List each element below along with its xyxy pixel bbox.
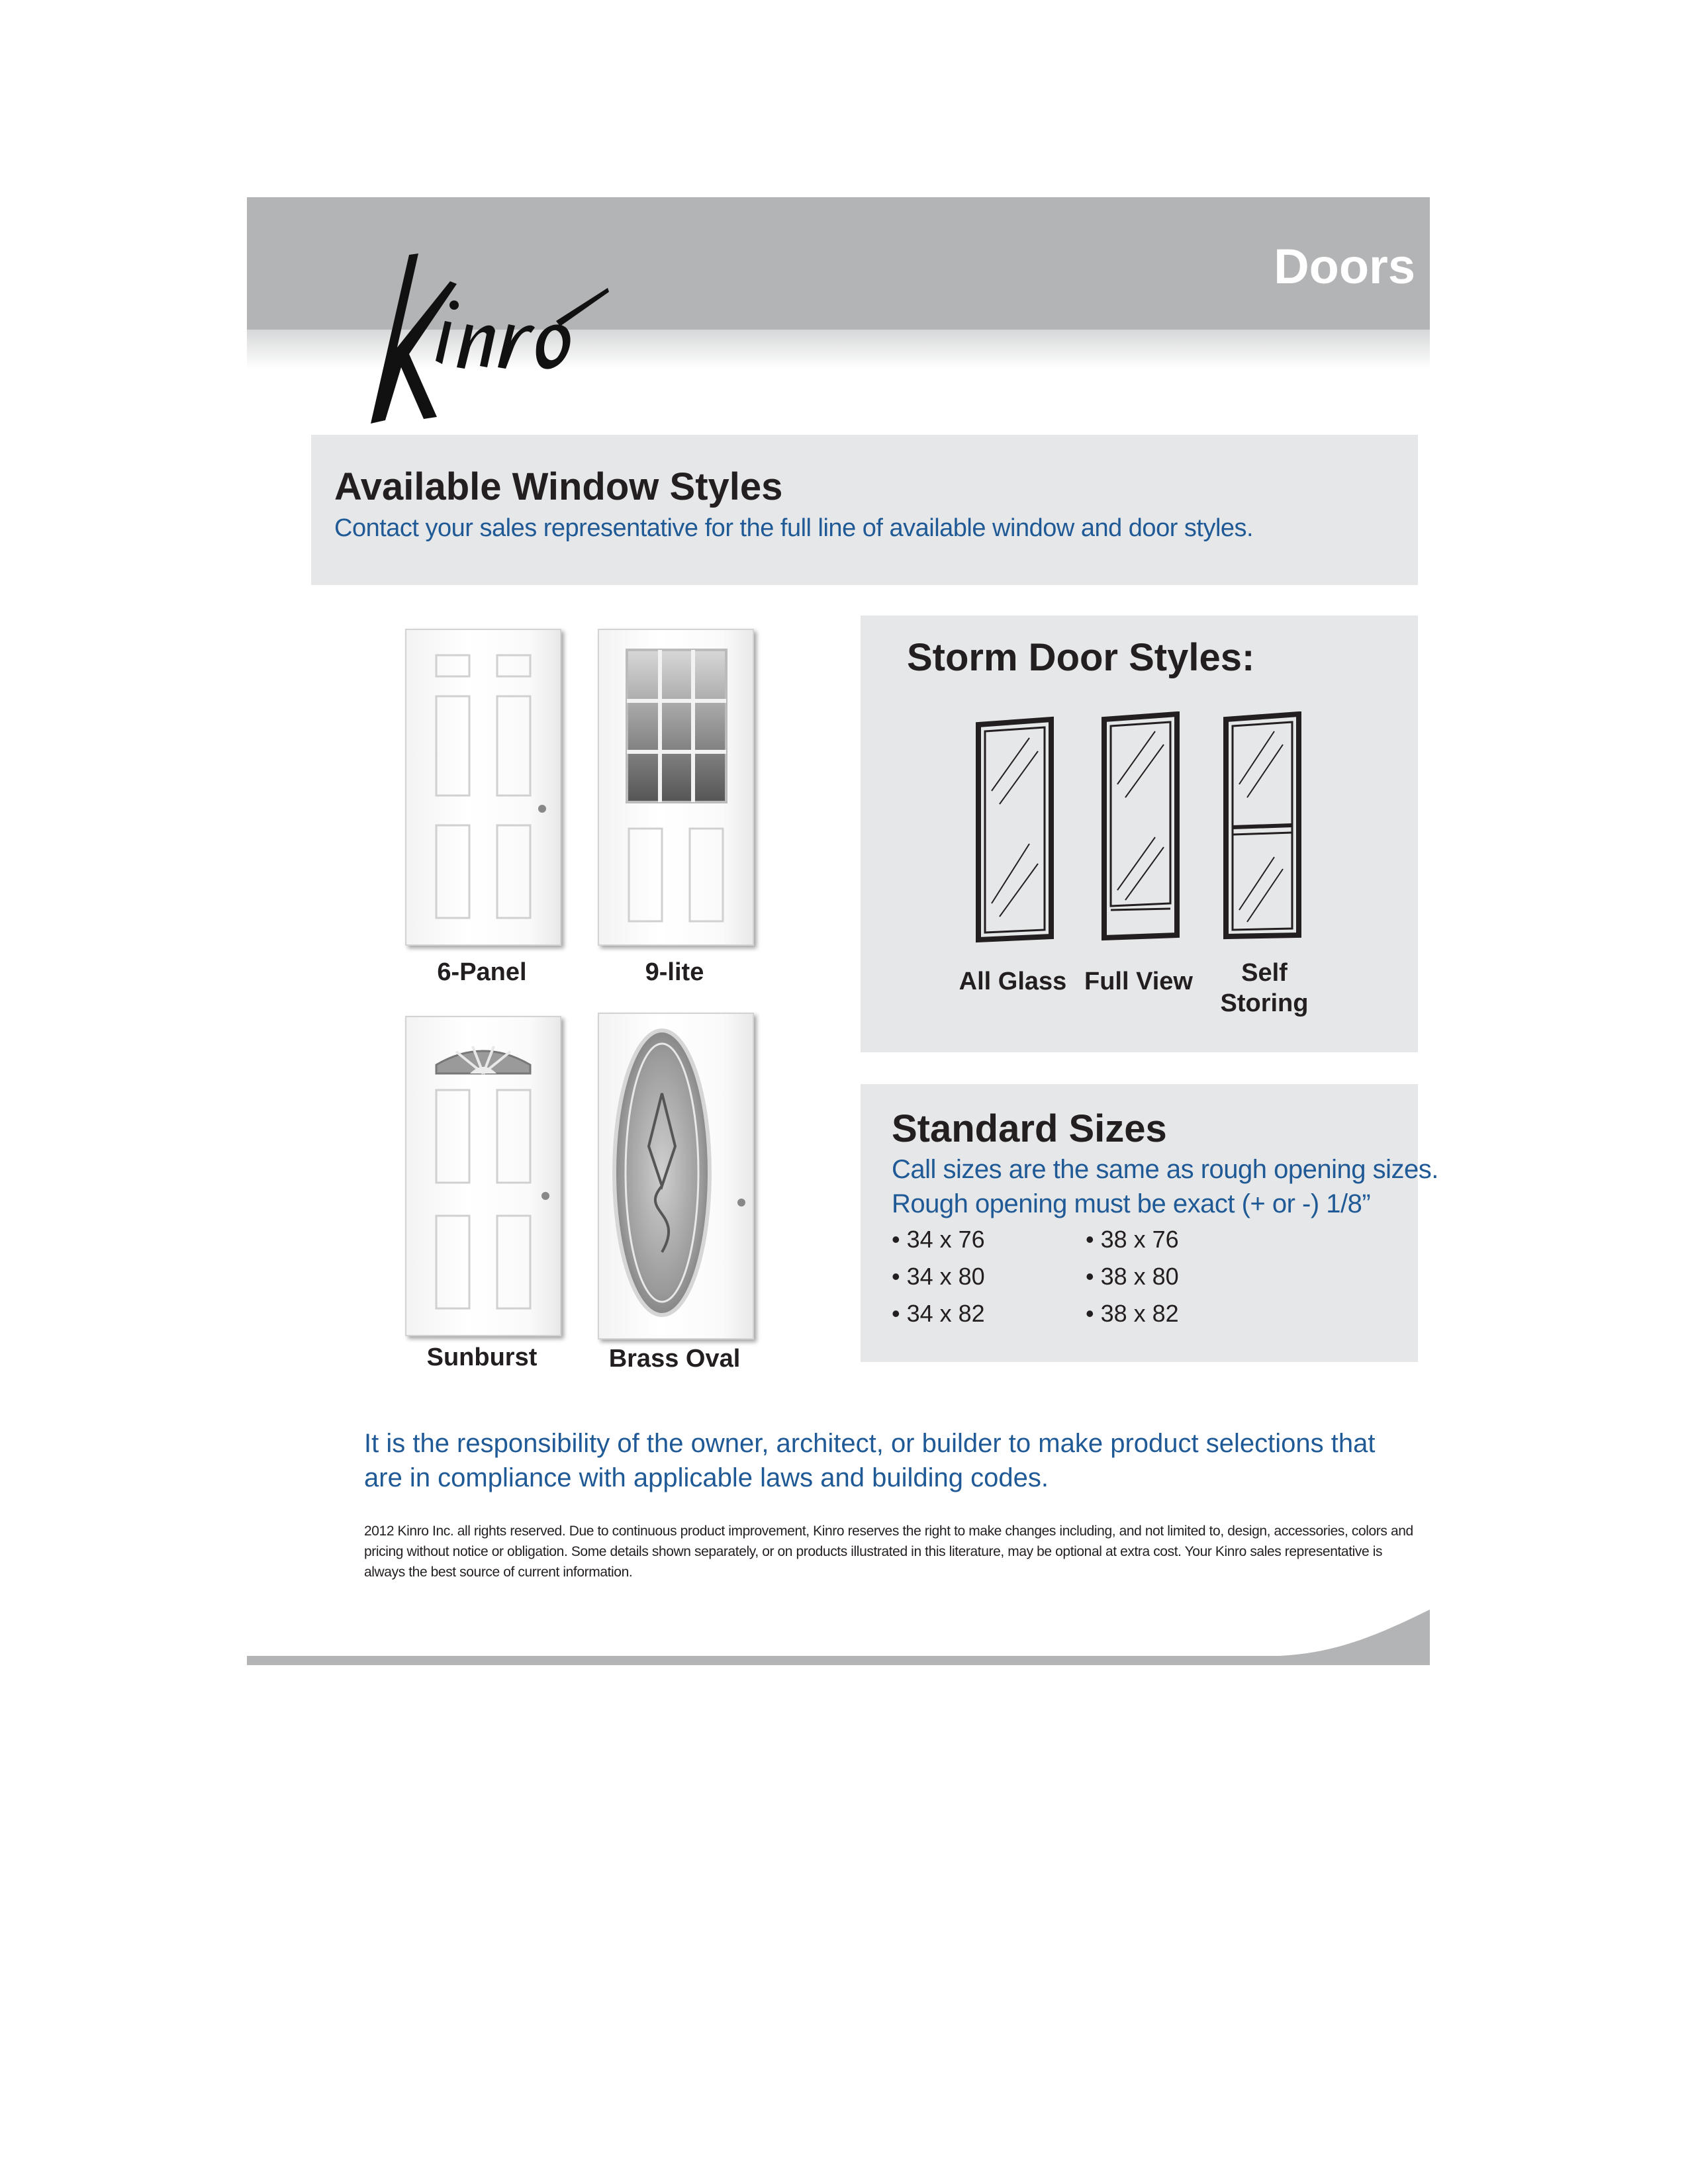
storm-all-glass-icon <box>978 719 1051 940</box>
copyright-fineprint: 2012 Kinro Inc. all rights reserved. Due to continuous product improvement, Kinro reserves the right to make changes including, and not limited to, design, accessories, colors and pricing without notice or obligation. Some details shown separately, or on products illustrated in this literature, may be optional at extra cost. Your Kinro sales representative is always the best source of current information. <box>364 1524 1413 1580</box>
door-label-sunburst: Sunburst <box>426 1343 538 1371</box>
door-label-9-lite: 9-lite <box>645 958 704 986</box>
compliance-disclaimer: It is the responsibility of the owner, architect, or builder to make product selections that are in compliance with applicable laws and building codes. <box>364 1429 1376 1492</box>
sizes-list-right <box>1086 1226 1179 1337</box>
sizes-note-2: Rough opening must be exact (+ or -) 1/8” <box>892 1189 1371 1218</box>
size-item: • 38 x 80 <box>1086 1263 1179 1290</box>
footer-swoosh <box>247 1602 1430 1668</box>
door-label-brass-oval: Brass Oval <box>608 1345 741 1373</box>
sizes-list-left <box>892 1226 985 1337</box>
kinro-logo <box>357 242 609 427</box>
storm-label-full-view: Full View <box>1084 968 1193 995</box>
standard-sizes-title: Standard Sizes <box>892 1107 1167 1150</box>
door-brass-oval-image <box>598 1013 754 1340</box>
intro-panel <box>311 435 1418 585</box>
intro-subheading: Contact your sales representative for the full line of available window and door styles. <box>334 514 1254 542</box>
size-item: • 34 x 80 <box>892 1263 985 1290</box>
storm-label-self-storing: Self Storing <box>1220 959 1309 1017</box>
door-sunburst-image <box>405 1016 561 1336</box>
storm-label-all-glass: All Glass <box>959 968 1067 995</box>
size-item: • 38 x 82 <box>1086 1300 1179 1327</box>
storm-door-diagrams <box>973 711 1344 943</box>
sizes-note-1: Call sizes are the same as rough opening sizes. <box>892 1155 1438 1184</box>
storm-door-title: Storm Door Styles: <box>907 636 1255 679</box>
size-item: • 34 x 82 <box>892 1300 985 1327</box>
size-item: • 34 x 76 <box>892 1226 985 1253</box>
door-label-6-panel: 6-Panel <box>437 958 527 986</box>
intro-heading: Available Window Styles <box>334 465 783 508</box>
door-6-panel-image <box>405 629 561 946</box>
door-9-lite-image <box>598 629 754 946</box>
size-item: • 38 x 76 <box>1086 1226 1179 1253</box>
page-title: Doors <box>1274 239 1415 294</box>
storm-full-view-icon <box>1104 714 1177 938</box>
storm-self-storing-icon <box>1226 714 1299 936</box>
